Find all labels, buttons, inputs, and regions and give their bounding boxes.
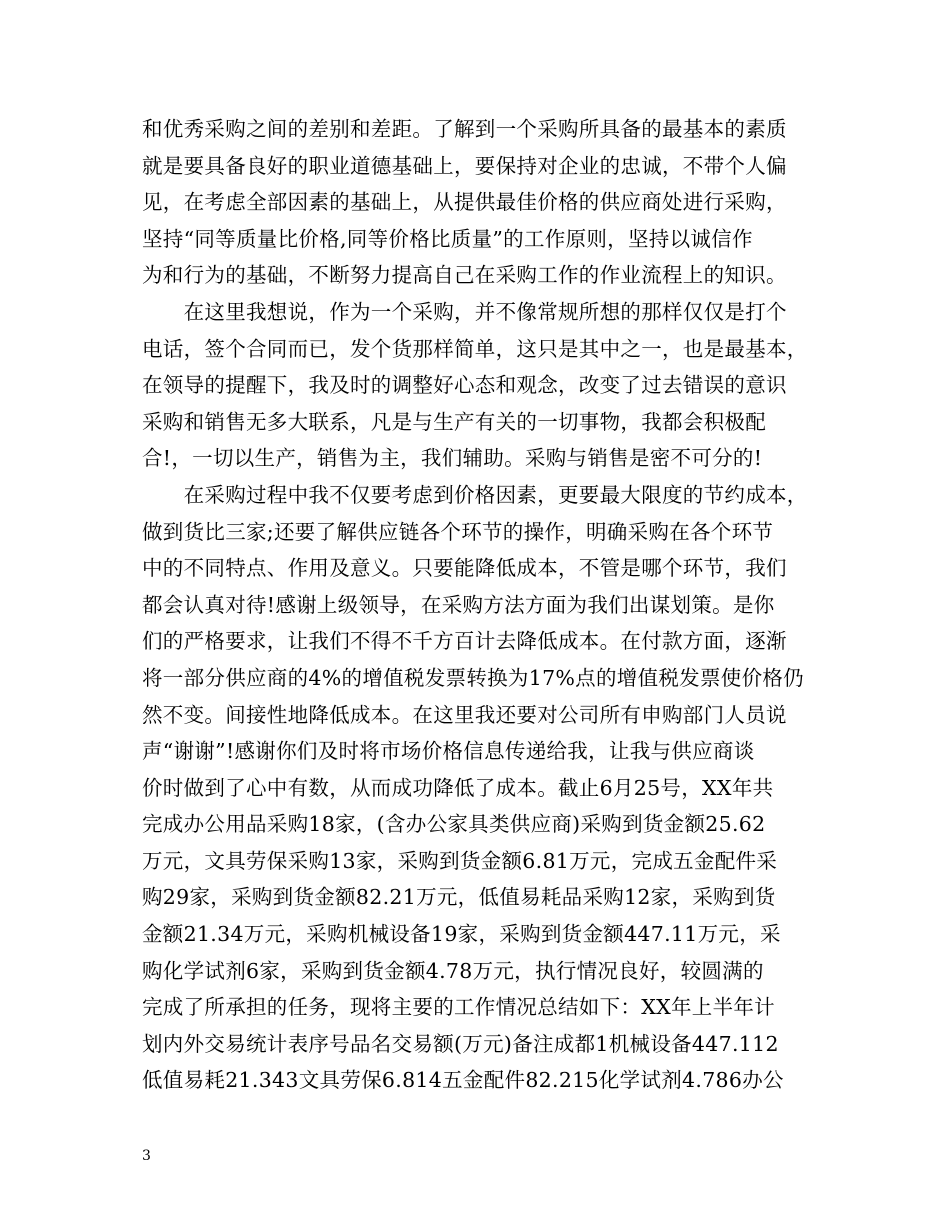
text-line: 万元，文具劳保采购13家，采购到货金额6.81万元，完成五金配件采	[142, 848, 778, 873]
text-line: 坚持“同等质量比价格,同等价格比质量”的工作原则，坚持以诚信作	[142, 226, 753, 251]
text-line: 见，在考虑全部因素的基础上，从提供最佳价格的供应商处进行采购，	[142, 190, 787, 215]
text-line: 将一部分供应商的4%的增值税发票转换为17%点的增值税发票使价格仍	[142, 665, 804, 690]
text-line: 低值易耗21.343文具劳保6.814五金配件82.215化学试剂4.786办公	[142, 1068, 784, 1093]
text-line: 购29家，采购到货金额82.21万元，低值易耗品采购12家，采购到货	[142, 885, 776, 910]
text-line: 在这里我想说，作为一个采购，并不像常规所想的那样仅仅是打个	[142, 299, 787, 324]
text-line: 价时做到了心中有数，从而成功降低了成本。截止6月25号，XX年共	[142, 775, 774, 800]
body-text	[142, 111, 822, 1099]
text-line: 购化学试剂6家，采购到货金额4.78万元，执行情况良好，较圆满的	[142, 958, 764, 983]
text-line: 做到货比三家;还要了解供应链各个环节的操作，明确采购在各个环节	[142, 519, 774, 544]
text-line: 们的严格要求，让我们不得不千方百计去降低成本。在付款方面，逐渐	[142, 629, 787, 654]
text-line: 在领导的提醒下，我及时的调整好心态和观念，改变了过去错误的意识	[142, 373, 787, 398]
text-line: 就是要具备良好的职业道德基础上，要保持对企业的忠诚，不带个人偏	[142, 153, 787, 178]
text-line: 然不变。间接性地降低成本。在这里我还要对公司所有申购部门人员说	[142, 702, 787, 727]
text-line: 合!，一切以生产，销售为主，我们辅助。采购与销售是密不可分的!	[142, 446, 763, 471]
text-line: 和优秀采购之间的差别和差距。了解到一个采购所具备的最基本的素质	[142, 117, 787, 141]
text-line: 完成了所承担的任务，现将主要的工作情况总结如下：XX年上半年计	[142, 995, 775, 1020]
text-line: 中的不同特点、作用及意义。只要能降低成本，不管是哪个环节，我们	[142, 556, 787, 581]
text-line: 声“谢谢”!感谢你们及时将市场价格信息传递给我，让我与供应商谈	[142, 739, 755, 764]
text-line: 在采购过程中我不仅要考虑到价格因素，更要最大限度的节约成本，	[142, 482, 808, 507]
text-line: 都会认真对待!感谢上级领导，在采购方法方面为我们出谋划策。是你	[142, 592, 775, 617]
text-line: 划内外交易统计表序号品名交易额(万元)备注成都1机械设备447.112	[142, 1031, 779, 1056]
text-line: 采购和销售无多大联系，凡是与生产有关的一切事物，我都会积极配	[142, 409, 766, 434]
text-line: 完成办公用品采购18家，(含办公家具类供应商)采购到货金额25.62	[142, 812, 766, 837]
text-line: 金额21.34万元，采购机械设备19家，采购到货金额447.11万元，采	[142, 922, 781, 947]
text-line: 为和行为的基础，不断努力提高自己在采购工作的作业流程上的知识。	[142, 263, 787, 288]
text-line: 电话，签个合同而已，发个货那样简单，这只是其中之一，也是最基本，	[142, 336, 808, 361]
page-number: 3	[142, 1148, 151, 1164]
